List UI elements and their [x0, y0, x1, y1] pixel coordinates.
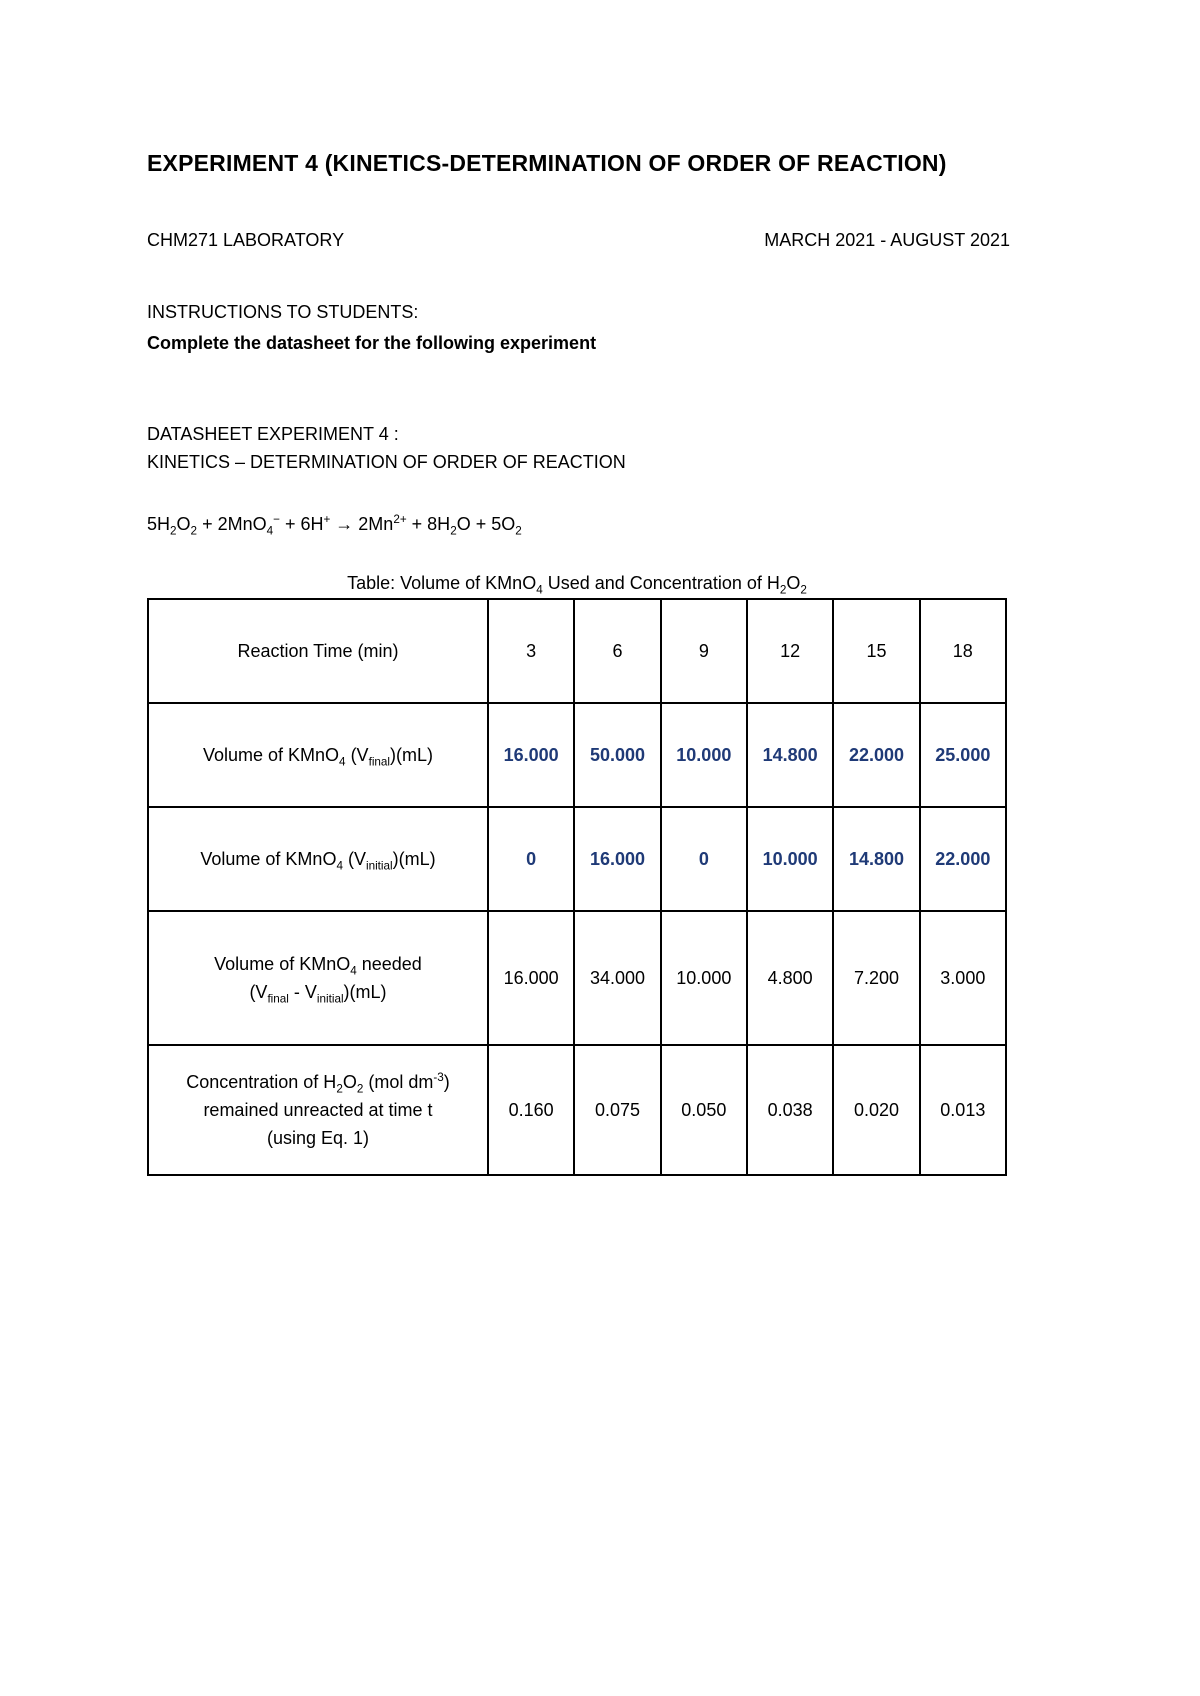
- label-line: Concentration of $H_2O_2$ (mol $dm^{-3}$): [186, 1071, 450, 1096]
- table-cell: 4.800: [747, 911, 833, 1045]
- table-row-volume-needed: [148, 911, 1006, 1045]
- table-cell: 14.800: [833, 807, 919, 911]
- row-label-concentration: [148, 1045, 488, 1175]
- table-cell: 0.013: [920, 1045, 1006, 1175]
- table-row-reaction-time: [148, 599, 1006, 703]
- table-cell: 6: [574, 599, 660, 703]
- data-table: [147, 598, 1007, 1176]
- instructions-heading: INSTRUCTIONS TO STUDENTS:: [147, 302, 419, 322]
- datasheet-subheading: KINETICS – DETERMINATION OF ORDER OF REACTION: [147, 452, 626, 472]
- document-title: EXPERIMENT 4 (KINETICS-DETERMINATION OF ORDER OF REACTION): [147, 150, 947, 176]
- datasheet-heading: DATASHEET EXPERIMENT 4 :: [147, 424, 399, 444]
- table-cell: 16.000: [488, 911, 574, 1045]
- table-cell: 25.000: [920, 703, 1006, 807]
- course-code: CHM271 LABORATORY: [147, 230, 345, 250]
- table-cell: 18: [920, 599, 1006, 703]
- instructions-text: Complete the datasheet for the following experiment: [147, 333, 597, 353]
- table-cell: 0.075: [574, 1045, 660, 1175]
- table-cell: 12: [747, 599, 833, 703]
- table-cell: 22.000: [920, 807, 1006, 911]
- table-cell: 34.000: [574, 911, 660, 1045]
- table-cell: 15: [833, 599, 919, 703]
- table-cell: 3: [488, 599, 574, 703]
- table-cell: 22.000: [833, 703, 919, 807]
- row-label-volume-needed: [148, 911, 488, 1045]
- semester-period: MARCH 2021 - AUGUST 2021: [764, 230, 1010, 250]
- table-cell: 0.020: [833, 1045, 919, 1175]
- table-cell: 10.000: [661, 911, 747, 1045]
- table-cell: 0.038: [747, 1045, 833, 1175]
- table-cell: 3.000: [920, 911, 1006, 1045]
- label-line: $(V_{final} - V_{initial})(mL)$: [249, 982, 387, 1006]
- table-cell: 50.000: [574, 703, 660, 807]
- row-label-volume-initial: Volume of KMnO$_4$ $(V_{initial})(mL)$: [148, 807, 488, 911]
- table-row-volume-initial: [148, 807, 1006, 911]
- table-cell: 7.200: [833, 911, 919, 1045]
- table-cell: 0.160: [488, 1045, 574, 1175]
- label-line: (using Eq. 1): [266, 1128, 370, 1148]
- table-cell: 0: [488, 807, 574, 911]
- label-line: remained unreacted at time t: [203, 1100, 433, 1120]
- table-cell: 0.050: [661, 1045, 747, 1175]
- table-cell: 10.000: [661, 703, 747, 807]
- label-line: Volume of KMnO$_4$ needed: [214, 954, 422, 978]
- table-caption: Table: Volume of KMnO$_4$ Used and Concentration of $H_2O_2$: [347, 573, 807, 597]
- table-cell: 14.800: [747, 703, 833, 807]
- table-cell: 16.000: [488, 703, 574, 807]
- reaction-equation: $5H_2O_2 + 2MnO_4^- + 6H^+ \to 2Mn^{2+} + 8H_2O + 5O_2$: [147, 513, 522, 538]
- table-cell: 0: [661, 807, 747, 911]
- row-label-volume-final: Volume of KMnO$_4$ $(V_{final})(mL)$: [148, 703, 488, 807]
- table-row-concentration: [148, 1045, 1006, 1175]
- table-cell: 16.000: [574, 807, 660, 911]
- table-cell: 10.000: [747, 807, 833, 911]
- row-label-reaction-time: Reaction Time (min): [148, 599, 488, 703]
- table-row-volume-final: [148, 703, 1006, 807]
- table-cell: 9: [661, 599, 747, 703]
